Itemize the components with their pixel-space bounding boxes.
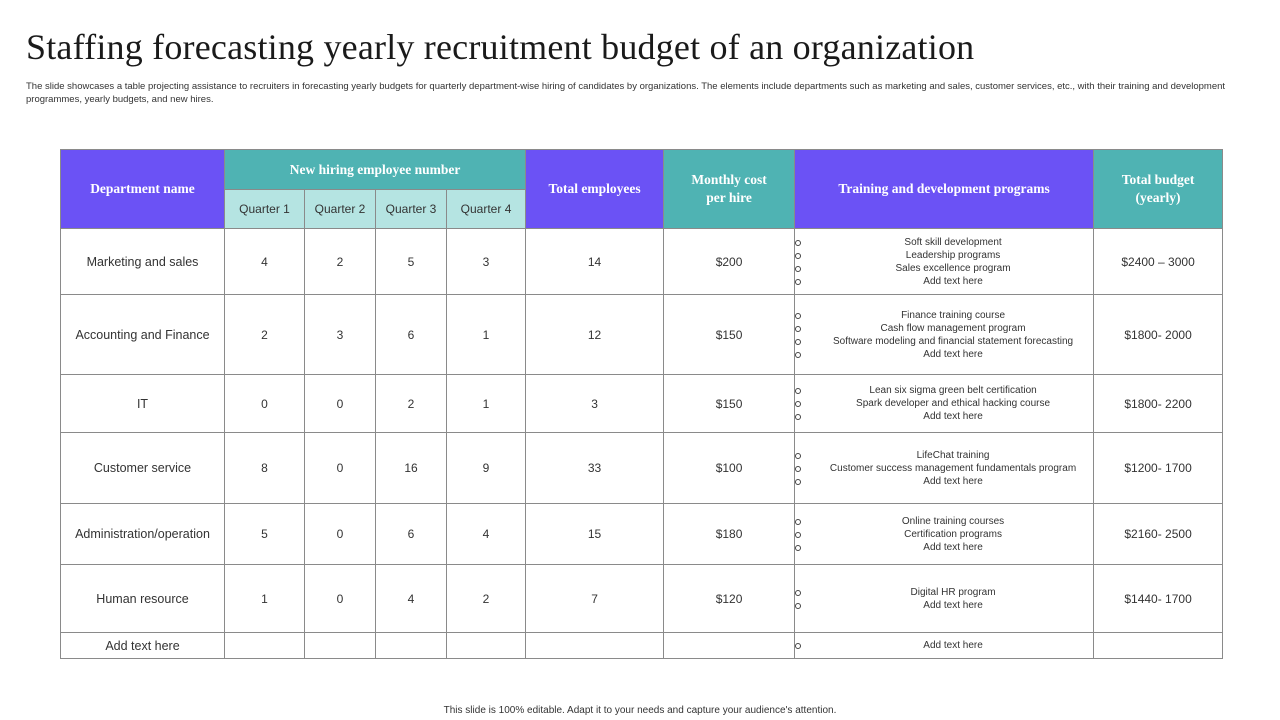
cell-quarter-3: 2 <box>376 375 447 433</box>
program-item: Cash flow management program <box>795 322 1093 335</box>
cell-programs <box>795 375 1094 433</box>
table-row <box>61 565 1223 633</box>
header-quarter-3: Quarter 3 <box>376 190 447 229</box>
program-list <box>795 639 1093 652</box>
header-quarter-1: Quarter 1 <box>225 190 305 229</box>
cell-monthly-cost: $200 <box>664 229 795 295</box>
program-item: Add text here <box>795 275 1093 288</box>
cell-total-employees: 12 <box>526 295 664 375</box>
budget-table <box>60 149 1223 659</box>
cell-total-employees: 7 <box>526 565 664 633</box>
cell-total-employees <box>526 633 664 659</box>
program-list <box>795 449 1093 488</box>
cell-quarter-1: 2 <box>225 295 305 375</box>
cell-quarter-2: 0 <box>305 433 376 504</box>
cell-quarter-4: 1 <box>447 295 526 375</box>
table-body <box>61 229 1223 659</box>
cell-department: Customer service <box>61 433 225 504</box>
page-title: Staffing forecasting yearly recruitment budget of an organization <box>26 27 975 67</box>
cell-quarter-2: 2 <box>305 229 376 295</box>
program-item: Add text here <box>795 541 1093 554</box>
program-item: Online training courses <box>795 515 1093 528</box>
table-row <box>61 433 1223 504</box>
cell-programs <box>795 565 1094 633</box>
table-row <box>61 633 1223 659</box>
header-quarter-2: Quarter 2 <box>305 190 376 229</box>
cell-department: Marketing and sales <box>61 229 225 295</box>
cell-quarter-2: 0 <box>305 504 376 565</box>
cell-monthly-cost: $180 <box>664 504 795 565</box>
cell-programs <box>795 633 1094 659</box>
cell-programs <box>795 229 1094 295</box>
cell-department: Administration/operation <box>61 504 225 565</box>
cell-quarter-3: 6 <box>376 504 447 565</box>
header-total-budget: Total budget (yearly) <box>1094 150 1223 229</box>
table-row <box>61 229 1223 295</box>
cell-department: Add text here <box>61 633 225 659</box>
cell-programs <box>795 504 1094 565</box>
cell-quarter-4: 3 <box>447 229 526 295</box>
cell-quarter-4: 1 <box>447 375 526 433</box>
cell-department: Human resource <box>61 565 225 633</box>
header-new-hiring: New hiring employee number <box>225 150 526 190</box>
cell-quarter-1: 0 <box>225 375 305 433</box>
cell-programs <box>795 433 1094 504</box>
cell-programs <box>795 295 1094 375</box>
program-item: Add text here <box>795 410 1093 423</box>
program-item: Spark developer and ethical hacking course <box>795 397 1093 410</box>
table-row <box>61 375 1223 433</box>
cell-quarter-1: 8 <box>225 433 305 504</box>
cell-total-employees: 33 <box>526 433 664 504</box>
cell-total-budget: $1800- 2200 <box>1094 375 1223 433</box>
cell-quarter-4: 9 <box>447 433 526 504</box>
cell-total-budget: $2400 – 3000 <box>1094 229 1223 295</box>
cell-quarter-3: 6 <box>376 295 447 375</box>
cell-quarter-2: 0 <box>305 565 376 633</box>
cell-quarter-3: 4 <box>376 565 447 633</box>
table-row <box>61 504 1223 565</box>
program-list <box>795 384 1093 423</box>
cell-total-budget: $1800- 2000 <box>1094 295 1223 375</box>
program-item: Lean six sigma green belt certification <box>795 384 1093 397</box>
cell-quarter-2 <box>305 633 376 659</box>
header-department: Department name <box>61 150 225 229</box>
cell-quarter-3: 5 <box>376 229 447 295</box>
cell-quarter-3: 16 <box>376 433 447 504</box>
program-list <box>795 586 1093 612</box>
page-subtitle: The slide showcases a table projecting assistance to recruiters in forecasting yearly budgets for quarterly department-wise hiring of candidates by organizations. The elements include departments such as marketing and sales, customer services, etc., with their training and development programmes, yearly budgets, and new hires. <box>26 81 1226 105</box>
cell-total-budget: $2160- 2500 <box>1094 504 1223 565</box>
footer-note: This slide is 100% editable. Adapt it to your needs and capture your audience's attention. <box>443 705 837 716</box>
program-item: Certification programs <box>795 528 1093 541</box>
program-item: Leadership programs <box>795 249 1093 262</box>
cell-department: IT <box>61 375 225 433</box>
cell-total-employees: 14 <box>526 229 664 295</box>
header-quarter-4: Quarter 4 <box>447 190 526 229</box>
cell-monthly-cost: $150 <box>664 295 795 375</box>
program-item: Add text here <box>795 639 1093 652</box>
program-list <box>795 236 1093 288</box>
cell-quarter-4: 2 <box>447 565 526 633</box>
program-item: Add text here <box>795 599 1093 612</box>
program-item: Digital HR program <box>795 586 1093 599</box>
cell-quarter-4: 4 <box>447 504 526 565</box>
cell-monthly-cost: $150 <box>664 375 795 433</box>
program-item: Software modeling and financial statement forecasting <box>795 335 1093 348</box>
cell-quarter-3 <box>376 633 447 659</box>
program-item: Add text here <box>795 475 1093 488</box>
cell-quarter-2: 3 <box>305 295 376 375</box>
cell-quarter-1 <box>225 633 305 659</box>
cell-total-employees: 15 <box>526 504 664 565</box>
program-item: Sales excellence program <box>795 262 1093 275</box>
program-item: Finance training course <box>795 309 1093 322</box>
cell-quarter-4 <box>447 633 526 659</box>
program-item: LifeChat training <box>795 449 1093 462</box>
header-monthly-cost: Monthly cost per hire <box>664 150 795 229</box>
cell-quarter-1: 1 <box>225 565 305 633</box>
cell-total-employees: 3 <box>526 375 664 433</box>
header-total-employees: Total employees <box>526 150 664 229</box>
program-list <box>795 309 1093 361</box>
cell-monthly-cost: $120 <box>664 565 795 633</box>
program-item: Soft skill development <box>795 236 1093 249</box>
cell-quarter-2: 0 <box>305 375 376 433</box>
cell-total-budget: $1200- 1700 <box>1094 433 1223 504</box>
cell-monthly-cost <box>664 633 795 659</box>
cell-total-budget: $1440- 1700 <box>1094 565 1223 633</box>
program-item: Add text here <box>795 348 1093 361</box>
cell-department: Accounting and Finance <box>61 295 225 375</box>
program-list <box>795 515 1093 554</box>
cell-total-budget <box>1094 633 1223 659</box>
cell-monthly-cost: $100 <box>664 433 795 504</box>
header-training: Training and development programs <box>795 150 1094 229</box>
cell-quarter-1: 4 <box>225 229 305 295</box>
program-item: Customer success management fundamentals program <box>795 462 1093 475</box>
cell-quarter-1: 5 <box>225 504 305 565</box>
table-row <box>61 295 1223 375</box>
